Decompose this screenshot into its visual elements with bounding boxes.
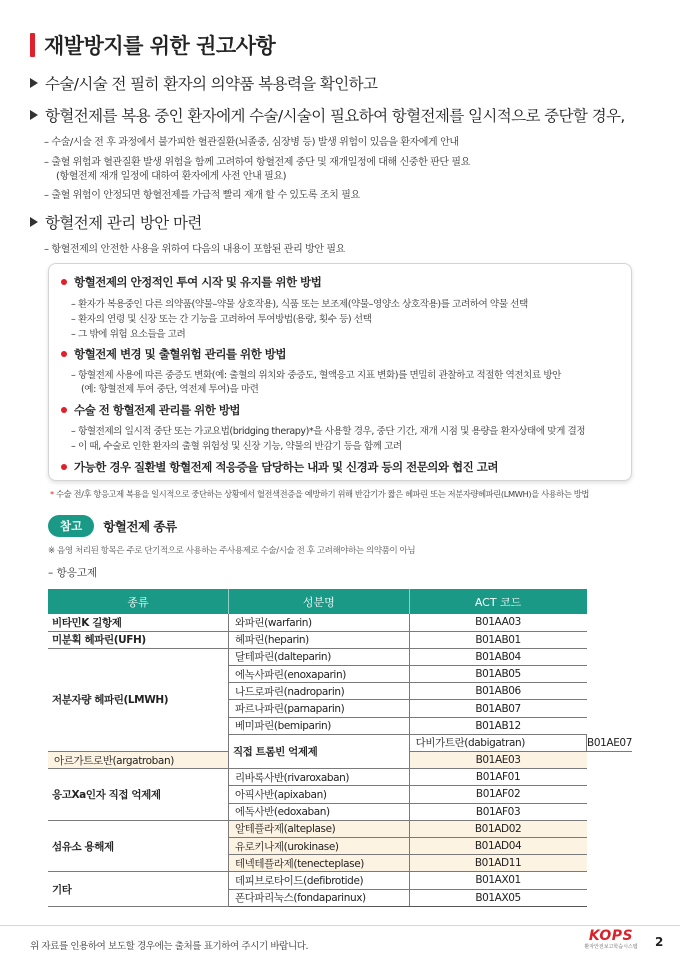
ingredient-cell: 달테파린(dalteparin) (228, 648, 409, 665)
box-item: – 항혈전제 사용에 따른 중증도 변화(예: 출혈의 위치와 중증도, 혈액응고 지표 변화)를 면밀히 관찰하고 적절한 역전치료 방안 (71, 370, 561, 381)
reference-badge: 참고 (48, 515, 94, 537)
act-code-cell: B01AB07 (409, 700, 586, 717)
header-ingredient: 성분명 (228, 589, 409, 614)
section-heading-1 (30, 72, 377, 94)
footer-text: 위 자료를 인용하여 보도할 경우에는 출처를 표기하여 주시기 바랍니다. (30, 941, 309, 952)
ingredient-cell: 데피브로타이드(defibrotide) (228, 872, 409, 889)
act-code-cell: B01AB06 (409, 683, 586, 700)
table-row (48, 648, 632, 665)
box-heading: 가능한 경우 질환별 항혈전제 적응증을 담당하는 내과 및 신경과 등의 전문의와 협진 고려 (61, 459, 498, 475)
act-code-cell: B01AX05 (409, 889, 586, 906)
box-item: (예: 항혈전제 투여 중단, 역전제 투여)을 마련 (81, 384, 259, 395)
act-code-cell: B01AB12 (409, 717, 586, 734)
triangle-bullet-icon (30, 78, 38, 88)
box-item: – 그 밖에 위험 요소들을 고려 (71, 329, 186, 340)
shading-note: ※ 음영 처리된 항목은 주로 단기적으로 사용하는 주사용제로 수술/시술 전 후 고려해야하는 의약품이 아님 (48, 546, 416, 556)
ingredient-cell: 아르가트로반(argatroban) (48, 752, 228, 769)
act-code-cell: B01AF03 (409, 803, 586, 820)
reference-title: 항혈전제 종류 (103, 519, 177, 534)
act-code-cell: B01AE03 (409, 752, 586, 769)
table-row (48, 769, 632, 786)
act-code-cell: B01AD04 (409, 837, 586, 854)
ingredient-cell: 에녹사파린(enoxaparin) (228, 666, 409, 683)
drug-class-cell: 기타 (48, 872, 228, 906)
red-dot-icon (61, 464, 67, 470)
ingredient-cell: 폰다파리눅스(fondaparinux) (228, 889, 409, 906)
ingredient-cell: 알테플라제(alteplase) (228, 820, 409, 837)
act-code-cell: B01AF01 (409, 769, 586, 786)
act-code-cell: B01AA03 (409, 614, 586, 631)
act-code-cell: B01AD02 (409, 820, 586, 837)
table-row (48, 614, 632, 631)
footnote-star: * (50, 489, 54, 499)
act-code-cell: B01AB05 (409, 666, 586, 683)
logo-subtitle: 환자안전보고학습시스템 (584, 944, 638, 950)
anticoagulant-table (48, 589, 632, 907)
ingredient-cell: 아픽사반(apixaban) (228, 786, 409, 803)
ingredient-cell: 와파린(warfarin) (228, 614, 409, 631)
ingredient-cell: 에독사반(edoxaban) (228, 803, 409, 820)
act-code-cell: B01AX01 (409, 872, 586, 889)
act-code-cell: B01AF02 (409, 786, 586, 803)
reference-header (48, 515, 177, 537)
management-plan-box (48, 263, 632, 481)
drug-class-cell: 비타민K 길항제 (48, 614, 228, 631)
page-number: 2 (655, 935, 664, 949)
box-heading: 항혈전제의 안정적인 투여 시작 및 유지를 위한 방법 (61, 274, 321, 290)
triangle-bullet-icon (30, 110, 38, 120)
kops-logo (580, 928, 642, 950)
red-dot-icon (61, 351, 67, 357)
box-item: – 항혈전제의 일시적 중단 또는 가교요법(bridging therapy)*을 사용할 경우, 중단 기간, 재개 시점 및 용량을 환자상태에 맞게 결정 (71, 426, 586, 437)
box-item: – 환자가 복용중인 다른 의약품(약물–약물 상호작용), 식품 또는 보조제(약물–영양소 상호작용)를 고려하여 약물 선택 (71, 299, 528, 310)
box-item: – 이 때, 수술로 인한 환자의 출혈 위험성 및 신장 기능, 약물의 반감기 등을 함께 고려 (71, 441, 402, 452)
box-item: – 환자의 연령 및 신장 또는 간 기능을 고려하여 투여방법(용량, 횟수 등) 선택 (71, 314, 372, 325)
table-header-row (48, 589, 632, 614)
table-subheading: – 항응고제 (48, 567, 98, 579)
drug-class-cell: 직접 트롬빈 억제제 (228, 734, 409, 768)
act-code-cell: B01AB01 (409, 631, 586, 648)
section-heading-text: 항혈전제를 복용 중인 환자에게 수술/시술이 필요하여 항혈전제를 일시적으로 중단할 경우, (45, 107, 625, 125)
ingredient-cell: 다비가트란(dabigatran) (409, 734, 586, 751)
section-item: (항혈전제 재개 일정에 대하여 환자에게 사전 안내 필요) (56, 171, 287, 182)
act-code-cell: B01AD11 (409, 855, 586, 872)
section-heading-3 (30, 211, 202, 233)
section-item: – 항혈전제의 안전한 사용을 위하여 다음의 내용이 포함된 관리 방안 필요 (44, 244, 345, 255)
section-item: – 출혈 위험이 안정되면 항혈전제를 가급적 빨리 재개 할 수 있도록 조치 필요 (44, 190, 360, 201)
header-act-code: ACT 코드 (409, 589, 586, 614)
title-accent-bar (30, 33, 35, 57)
table-row (48, 631, 632, 648)
table-row (48, 820, 632, 837)
drug-class-cell: 응고Xa인자 직접 억제제 (48, 769, 228, 821)
section-heading-2 (30, 104, 625, 126)
triangle-bullet-icon (30, 217, 38, 227)
ingredient-cell: 나드로파린(nadroparin) (228, 683, 409, 700)
ingredient-cell: 유로키나제(urokinase) (228, 837, 409, 854)
drug-class-cell: 미분획 헤파린(UFH) (48, 631, 228, 648)
ingredient-cell: 테넥테플라제(tenecteplase) (228, 855, 409, 872)
box-heading: 항혈전제 변경 및 출혈위험 관리를 위한 방법 (61, 346, 286, 362)
ingredient-cell: 리바록사반(rivaroxaban) (228, 769, 409, 786)
footer-divider (0, 925, 680, 926)
drug-class-cell: 저분자량 헤파린(LMWH) (48, 648, 228, 751)
section-heading-text: 수술/시술 전 필히 환자의 의약품 복용력을 확인하고 (45, 75, 378, 93)
section-item: – 출혈 위험과 혈관질환 발생 위험을 함께 고려하여 항혈전제 중단 및 재개일정에 대해 신중한 판단 필요 (44, 157, 470, 168)
act-code-cell: B01AB04 (409, 648, 586, 665)
page-title-text: 재발방지를 위한 권고사항 (44, 34, 276, 58)
section-item: – 수술/시술 전 후 과정에서 불가피한 혈관질환(뇌졸중, 심장병 등) 발생 위험이 있음을 환자에게 안내 (44, 137, 459, 148)
ingredient-cell: 파르나파린(parnaparin) (228, 700, 409, 717)
header-class: 종류 (48, 589, 228, 614)
table-row (48, 872, 632, 889)
page-title (30, 30, 275, 60)
drug-class-cell: 섬유소 용해제 (48, 820, 228, 872)
ingredient-cell: 베미파린(bemiparin) (228, 717, 409, 734)
red-dot-icon (61, 279, 67, 285)
section-heading-text: 항혈전제 관리 방안 마련 (45, 214, 202, 232)
footnote (50, 488, 589, 500)
ingredient-cell: 헤파린(heparin) (228, 631, 409, 648)
act-code-cell: B01AE07 (587, 734, 632, 751)
box-heading: 수술 전 항혈전제 관리를 위한 방법 (61, 402, 240, 418)
logo-mark: KOPS (588, 928, 634, 944)
footnote-text: 수술 전/후 항응고제 복용을 일시적으로 중단하는 상황에서 혈전색전증을 예방하기 위해 반감기가 짧은 헤파린 또는 저분자량헤파린(LMWH)을 사용하는 방법 (56, 489, 589, 499)
red-dot-icon (61, 407, 67, 413)
